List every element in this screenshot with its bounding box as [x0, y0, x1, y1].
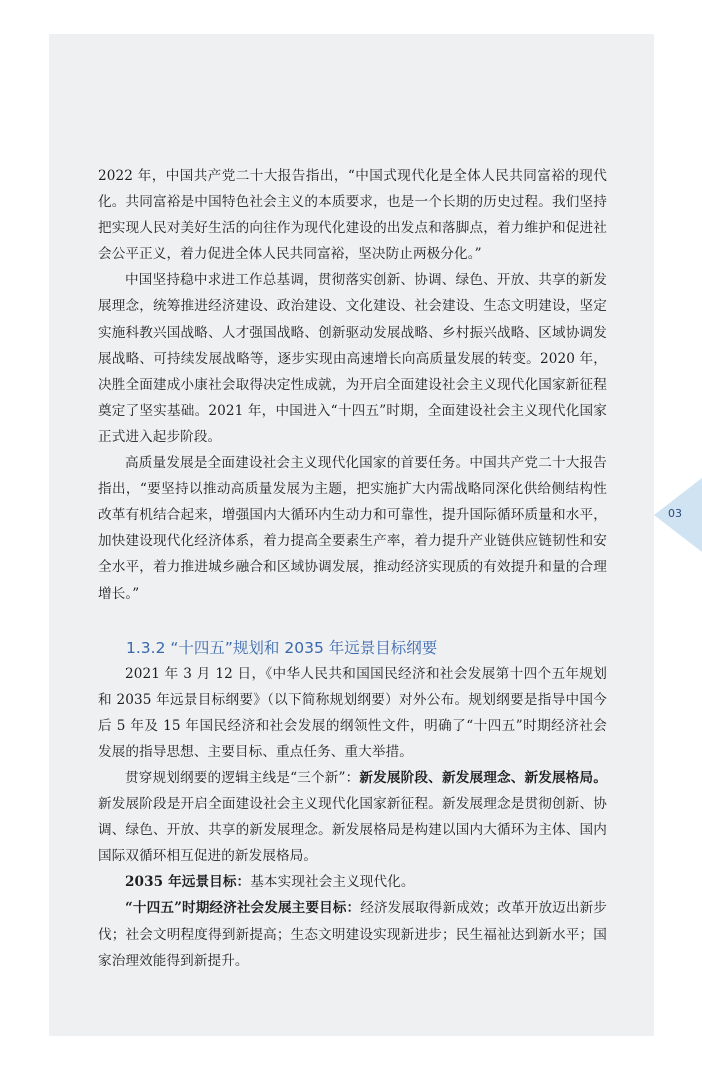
paragraph-14th-five-year-goals [98, 895, 607, 973]
page-number: 03 [668, 507, 682, 520]
paragraph-outline-published: 2021 年 3 月 12 日，《中华人民共和国国民经济和社会发展第十四个五年规划和 2035 年远景目标纲要》（以下简称规划纲要）对外公布。规划纲要是指导中国今后 5 年及 15 年国民经济和社会发展的纲领性文件，明确了“十四五”时期经济社会发展的指导思想、主要目标、重点任务、重大举措。 [98, 665, 607, 760]
five-year-goals-label: “十四五”时期经济社会发展主要目标： [125, 900, 361, 917]
three-new-bold: 新发展阶段、新发展理念、新发展格局。 [359, 769, 607, 786]
page-background [49, 34, 654, 1036]
goal-2035-label: 2035 年远景目标： [125, 874, 251, 891]
goal-2035-text: 基本实现社会主义现代化。 [250, 874, 415, 891]
page-tab [654, 478, 702, 552]
section-spacer [98, 607, 607, 625]
five-year-goals-text: 经济发展取得新成效；改革开放迈出新步伐；社会文明程度得到新提高；生态文明建设实现新进步；民生福祉达到新水平；国家治理效能得到新提升。 [98, 900, 607, 969]
paragraph-twentieth-congress-quote: 2022 年，中国共产党二十大报告指出，“中国式现代化是全体人民共同富裕的现代化。共同富裕是中国特色社会主义的本质要求，也是一个长期的历史过程。我们坚持把实现人民对美好生活的向往作为现代化建设的出发点和落脚点，着力维护和促进社会公平正义，着力促进全体人民共同富裕，坚决防止两极分化。” [98, 168, 607, 263]
paragraph-2035-goal [98, 869, 607, 895]
three-new-rest: 新发展阶段是开启全面建设社会主义现代化国家新征程。新发展理念是贯彻创新、协调、绿色、开放、共享的新发展理念。新发展格局是构建以国内大循环为主体、国内国际双循环相互促进的新发展格局。 [98, 796, 607, 865]
section-heading-1-3-2: 1.3.2 “十四五”规划和 2035 年远景目标纲要 [126, 638, 438, 657]
paragraph-three-new [98, 765, 607, 869]
three-new-lead: 贯穿规划纲要的逻辑主线是“三个新”： [125, 769, 360, 786]
paragraph-development-strategy: 中国坚持稳中求进工作总基调，贯彻落实创新、协调、绿色、开放、共享的新发展理念，统筹推进经济建设、政治建设、文化建设、社会建设、生态文明建设，坚定实施科教兴国战略、人才强国战略、创新驱动发展战略、乡村振兴战略、区域协调发展战略、可持续发展战略等，逐步实现由高速增长向高质量发展的转变。2020 年，决胜全面建成小康社会取得决定性成就，为开启全面建设社会主义现代化国家新征程奠定了坚实基础。2021 年，中国进入“十四五”时期，全面建设社会主义现代化国家正式进入起步阶段。 [98, 272, 607, 445]
document-body [98, 163, 607, 974]
paragraph-high-quality-development: 高质量发展是全面建设社会主义现代化国家的首要任务。中国共产党二十大报告指出，“要坚持以推动高质量发展为主题，把实施扩大内需战略同深化供给侧结构性改革有机结合起来，增强国内大循环内生动力和可靠性，提升国际循环质量和水平，加快建设现代化经济体系，着力提高全要素生产率，着力提升产业链供应链韧性和安全水平，着力推进城乡融合和区域协调发展，推动经济实现质的有效提升和量的合理增长。” [98, 455, 607, 602]
